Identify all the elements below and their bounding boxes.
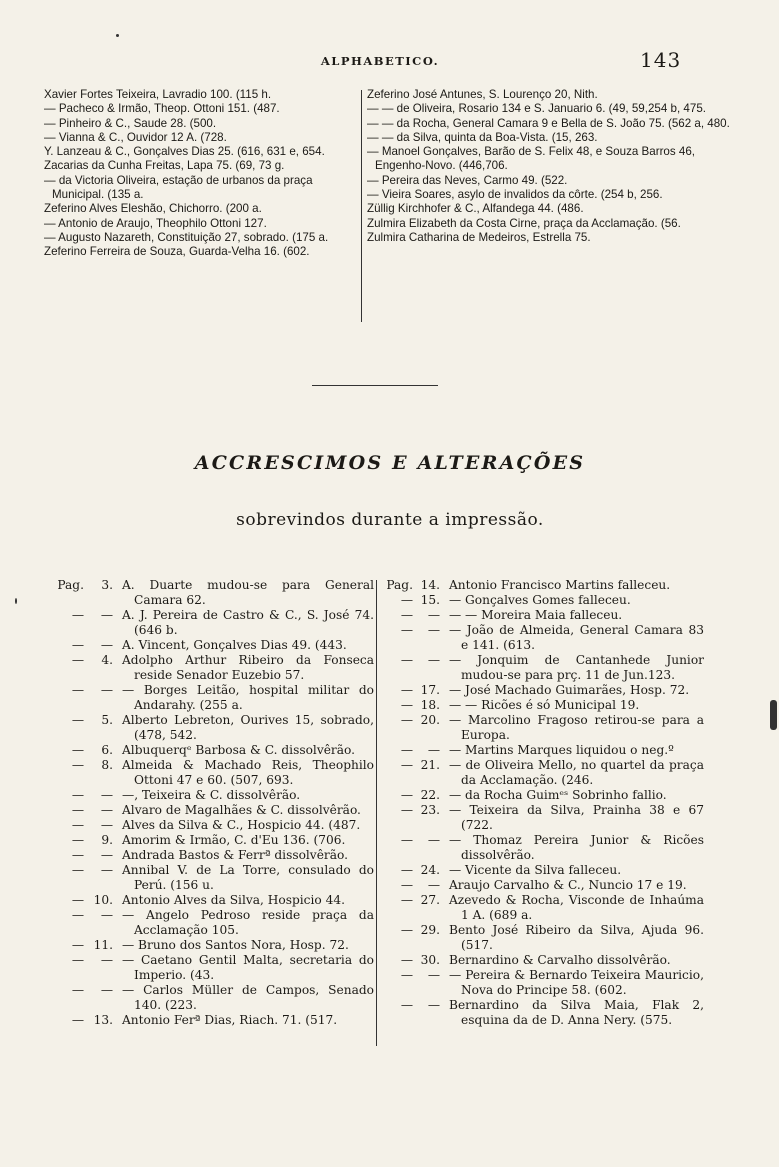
addition-row <box>44 638 374 653</box>
page-ref: — <box>400 788 413 802</box>
addition-row <box>44 983 374 1013</box>
directory-entry: Zulmira Catharina de Medeiros, Estrella 75. <box>367 230 591 244</box>
addition-text: — Teixeira da Silva, Prainha 38 e 67 (722. <box>449 803 704 832</box>
addition-text: — de Oliveira Mello, no quartel da praça da Acclamação. (246. <box>449 758 704 787</box>
page-ref: Pag. <box>386 578 413 592</box>
addition-text: A. Vincent, Gonçalves Dias 49. (443. <box>122 638 347 652</box>
addition-text: Alberto Lebreton, Ourives 15, sobrado, (478, 542. <box>122 713 374 742</box>
page-number-ref: 11. <box>93 938 113 952</box>
page-number-ref: 15. <box>420 593 440 607</box>
directory-entry: — Pacheco & Irmão, Theop. Ottoni 151. (487. <box>44 102 280 116</box>
page-ref: — <box>400 953 413 967</box>
page-number-ref: — <box>100 848 113 862</box>
addition-text: Araujo Carvalho & C., Nuncio 17 e 19. <box>449 878 687 892</box>
page-ref: — <box>400 623 413 637</box>
addition-row <box>377 833 704 863</box>
page-ref: — <box>400 893 413 907</box>
directory-entry: — — de Oliveira, Rosario 134 e S. Januario 6. (49, 59,254 b, 475. <box>367 102 706 116</box>
page-ref: — <box>71 743 84 757</box>
addition-row <box>44 713 374 743</box>
page-number-ref: — <box>100 983 113 997</box>
directory-entry: — Augusto Nazareth, Constituição 27, sobrado. (175 a. <box>44 230 329 244</box>
page-ref: — <box>400 743 413 757</box>
addition-text: Andrada Bastos & Ferrª dissolvêrão. <box>122 848 348 862</box>
page-number-ref: — <box>427 608 440 622</box>
page-number-ref: — <box>100 683 113 697</box>
addition-text: Bento José Ribeiro da Silva, Ajuda 96. (517. <box>449 923 704 952</box>
addition-text: Bernardino & Carvalho dissolvêrão. <box>449 953 671 967</box>
page-ref: — <box>71 653 84 667</box>
additions-right-column <box>377 578 704 1028</box>
page-ref: — <box>400 758 413 772</box>
addition-text: — José Machado Guimarães, Hosp. 72. <box>449 683 690 697</box>
addition-text: Almeida & Machado Reis, Theophilo Ottoni 47 e 60. (507, 693. <box>122 758 374 787</box>
addition-row <box>44 578 374 608</box>
addition-text: Antonio Francisco Martins falleceu. <box>449 578 671 592</box>
page-number-ref: 6. <box>101 743 113 757</box>
section-subtitle: sobrevindos durante a impressão. <box>236 510 544 530</box>
page-ref: — <box>71 818 84 832</box>
addition-text: — Gonçalves Gomes falleceu. <box>449 593 631 607</box>
addition-row <box>377 788 704 803</box>
directory-entry: Zacarias da Cunha Freitas, Lapa 75. (69, 73 g. <box>44 159 285 173</box>
running-title: ALPHABETICO. <box>320 54 440 68</box>
addition-text: — João de Almeida, General Camara 83 e 141. (613. <box>449 623 704 652</box>
page-number-ref: — <box>427 653 440 667</box>
addition-text: Bernardino da Silva Maia, Flak 2, esquina da de D. Anna Nery. (575. <box>449 998 704 1027</box>
page-number-ref: — <box>100 953 113 967</box>
page-number-ref: 22. <box>420 788 440 802</box>
page-number-ref: 27. <box>420 893 440 907</box>
addition-text: A. J. Pereira de Castro & C., S. José 74. (646 b. <box>122 608 374 637</box>
page-number-ref: — <box>100 863 113 877</box>
addition-row <box>44 608 374 638</box>
page-ref: — <box>400 653 413 667</box>
addition-text: Adolpho Arthur Ribeiro da Fonseca reside Senador Euzebio 57. <box>122 653 374 682</box>
addition-row <box>377 593 704 608</box>
addition-text: — Angelo Pedroso reside praça da Acclamação 105. <box>122 908 374 937</box>
page-number-ref: — <box>427 833 440 847</box>
addition-text: —, Teixeira & C. dissolvêrão. <box>122 788 301 802</box>
addition-text: Antonio Alves da Silva, Hospicio 44. <box>122 893 345 907</box>
addition-row <box>44 683 374 713</box>
page-ref: — <box>71 608 84 622</box>
page-ref: — <box>400 593 413 607</box>
addition-row <box>44 908 374 938</box>
addition-text: — — Ricões é só Municipal 19. <box>449 698 640 712</box>
addition-row <box>377 998 704 1028</box>
page-number-ref: — <box>100 608 113 622</box>
page-ref: — <box>400 923 413 937</box>
top-entries-right-column <box>367 88 745 245</box>
directory-entry: Y. Lanzeau & C., Gonçalves Dias 25. (616, 631 e, 654. <box>44 145 325 159</box>
directory-entry: Zeferino Ferreira de Souza, Guarda-Velha 16. (602. <box>44 245 310 259</box>
ink-speck <box>15 598 17 604</box>
directory-entry: — Pinheiro & C., Saude 28. (500. <box>44 116 217 130</box>
addition-text: — Borges Leitão, hospital militar do Andarahy. (255 a. <box>122 683 374 712</box>
addition-row <box>44 893 374 908</box>
addition-row <box>44 653 374 683</box>
page-ref: — <box>400 968 413 982</box>
top-entries-left-column <box>44 88 360 260</box>
column-rule <box>361 90 362 322</box>
directory-entry: — Manoel Gonçalves, Barão de S. Felix 48, e Souza Barros 46, Engenho-Novo. (446,706. <box>367 145 696 173</box>
page-ref: — <box>71 758 84 772</box>
addition-row <box>377 968 704 998</box>
running-head <box>0 48 779 72</box>
addition-row <box>44 953 374 983</box>
page-number-ref: 9. <box>101 833 113 847</box>
page-number-ref: — <box>100 788 113 802</box>
section-title: ACCRESCIMOS E ALTERAÇÕES <box>194 452 586 474</box>
ink-speck <box>116 34 119 37</box>
addition-row <box>377 683 704 698</box>
page-ref: — <box>400 713 413 727</box>
page-ref: — <box>71 788 84 802</box>
page-ref: — <box>400 803 413 817</box>
addition-row <box>377 743 704 758</box>
directory-entry: Zeferino Alves Eleshão, Chichorro. (200 a. <box>44 202 262 216</box>
directory-entry: — Antonio de Araujo, Theophilo Ottoni 127. <box>44 216 267 230</box>
addition-row <box>44 1013 374 1028</box>
directory-entry: Zeferino José Antunes, S. Lourenço 20, Nith. <box>367 88 598 101</box>
addition-text: Azevedo & Rocha, Visconde de Inhaúma 1 A. (689 a. <box>449 893 704 922</box>
page-ref: — <box>71 893 84 907</box>
addition-row <box>44 788 374 803</box>
addition-row <box>44 863 374 893</box>
page-ref: — <box>400 878 413 892</box>
page-number-ref: 5. <box>101 713 113 727</box>
page-number-ref: — <box>100 908 113 922</box>
addition-row <box>377 953 704 968</box>
addition-text: Annibal V. de La Torre, consulado do Perú. (156 u. <box>122 863 374 892</box>
addition-row <box>377 923 704 953</box>
page-number-ref: 3. <box>101 578 113 592</box>
addition-row <box>44 758 374 788</box>
addition-row <box>377 608 704 623</box>
addition-text: Alvaro de Magalhães & C. dissolvêrão. <box>122 803 361 817</box>
page-ref: — <box>71 908 84 922</box>
page-ref: — <box>400 698 413 712</box>
addition-row <box>44 833 374 848</box>
page-number: 143 <box>640 48 682 72</box>
directory-entry: — Vianna & C., Ouvidor 12 A. (728. <box>44 130 227 144</box>
addition-text: — Jonquim de Cantanhede Junior mudou-se para prç. 11 de Jun.123. <box>449 653 704 682</box>
addition-text: — Vicente da Silva falleceu. <box>449 863 622 877</box>
addition-text: Alves da Silva & C., Hospicio 44. (487. <box>122 818 361 832</box>
directory-entry: Zulmira Elizabeth da Costa Cirne, praça da Acclamação. (56. <box>367 216 681 230</box>
page-number-ref: 14. <box>420 578 440 592</box>
addition-text: — Marcolino Fragoso retirou-se para a Europa. <box>449 713 704 742</box>
page-number-ref: — <box>100 818 113 832</box>
addition-row <box>377 698 704 713</box>
page-number-ref: — <box>427 968 440 982</box>
page-ref: — <box>71 638 84 652</box>
page-ref: — <box>400 833 413 847</box>
addition-row <box>44 818 374 833</box>
page-ref: — <box>71 953 84 967</box>
addition-row <box>44 848 374 863</box>
page-number-ref: 23. <box>420 803 440 817</box>
addition-row <box>377 803 704 833</box>
additions-left-column <box>44 578 374 1028</box>
page-number-ref: 30. <box>420 953 440 967</box>
directory-entry: Xavier Fortes Teixeira, Lavradio 100. (115 h. <box>44 88 272 101</box>
directory-entry: — da Victoria Oliveira, estação de urbanos da praça Municipal. (135 a. <box>44 173 313 202</box>
page-number-ref: 13. <box>93 1013 113 1027</box>
addition-text: Albuquerqᵉ Barbosa & C. dissolvêrão. <box>122 743 356 757</box>
addition-row <box>44 743 374 758</box>
page-number-ref: 24. <box>420 863 440 877</box>
page-number-ref: — <box>100 803 113 817</box>
page-ref: — <box>400 863 413 877</box>
addition-row <box>377 713 704 743</box>
page-number-ref: 18. <box>420 698 440 712</box>
page-ref: — <box>71 848 84 862</box>
addition-text: — da Rocha Guimᵉˢ Sobrinho fallio. <box>449 788 667 802</box>
directory-entry: Züllig Kirchhofer & C., Alfandega 44. (486. <box>367 202 584 216</box>
page-number-ref: — <box>100 638 113 652</box>
page-ref: — <box>71 983 84 997</box>
page-number-ref: 10. <box>93 893 113 907</box>
directory-entry: — Pereira das Neves, Carmo 49. (522. <box>367 173 568 187</box>
addition-row <box>377 893 704 923</box>
addition-row <box>377 758 704 788</box>
addition-text: — Pereira & Bernardo Teixeira Mauricio, Nova do Principe 58. (602. <box>449 968 704 997</box>
directory-entry: — — da Silva, quinta da Boa-Vista. (15, 263. <box>367 130 598 144</box>
addition-row <box>377 653 704 683</box>
additions-list <box>44 578 704 1048</box>
ink-speck <box>770 700 777 730</box>
page-ref: — <box>400 998 413 1012</box>
addition-row <box>44 803 374 818</box>
page-number-ref: 8. <box>101 758 113 772</box>
page-number-ref: 29. <box>420 923 440 937</box>
page-ref: Pag. <box>57 578 84 592</box>
top-entries <box>44 88 744 328</box>
page-ref: — <box>71 803 84 817</box>
addition-row <box>377 878 704 893</box>
page-ref: — <box>71 713 84 727</box>
page-number-ref: 21. <box>420 758 440 772</box>
section-divider <box>312 385 438 386</box>
addition-text: — Bruno dos Santos Nora, Hosp. 72. <box>122 938 349 952</box>
addition-row <box>44 938 374 953</box>
addition-text: — — Moreira Maia falleceu. <box>449 608 623 622</box>
page-number-ref: — <box>427 743 440 757</box>
page-ref: — <box>71 1013 84 1027</box>
addition-row <box>377 623 704 653</box>
page-number-ref: — <box>427 623 440 637</box>
addition-row <box>377 863 704 878</box>
addition-text: — Carlos Müller de Campos, Senado 140. (223. <box>122 983 374 1012</box>
addition-text: — Caetano Gentil Malta, secretaria do Imperio. (43. <box>122 953 374 982</box>
page-ref: — <box>71 833 84 847</box>
directory-entry: — — da Rocha, General Camara 9 e Bella de S. João 75. (562 a, 480. <box>367 116 730 130</box>
page-number-ref: 17. <box>420 683 440 697</box>
directory-entry: — Vieira Soares, asylo de invalidos da côrte. (254 b, 256. <box>367 188 663 202</box>
page-ref: — <box>400 683 413 697</box>
page-ref: — <box>71 683 84 697</box>
page-ref: — <box>400 608 413 622</box>
page-number-ref: 4. <box>101 653 113 667</box>
page-ref: — <box>71 938 84 952</box>
addition-text: — Martins Marques liquidou o neg.º <box>449 743 674 757</box>
page-number-ref: — <box>427 998 440 1012</box>
page-ref: — <box>71 863 84 877</box>
addition-text: A. Duarte mudou-se para General Camara 62. <box>122 578 374 607</box>
addition-text: — Thomaz Pereira Junior & Ricões dissolvêrão. <box>449 833 704 862</box>
addition-text: Amorim & Irmão, C. d'Eu 136. (706. <box>122 833 346 847</box>
addition-row <box>377 578 704 593</box>
page-number-ref: — <box>427 878 440 892</box>
page-number-ref: 20. <box>420 713 440 727</box>
addition-text: Antonio Ferª Dias, Riach. 71. (517. <box>122 1013 338 1027</box>
